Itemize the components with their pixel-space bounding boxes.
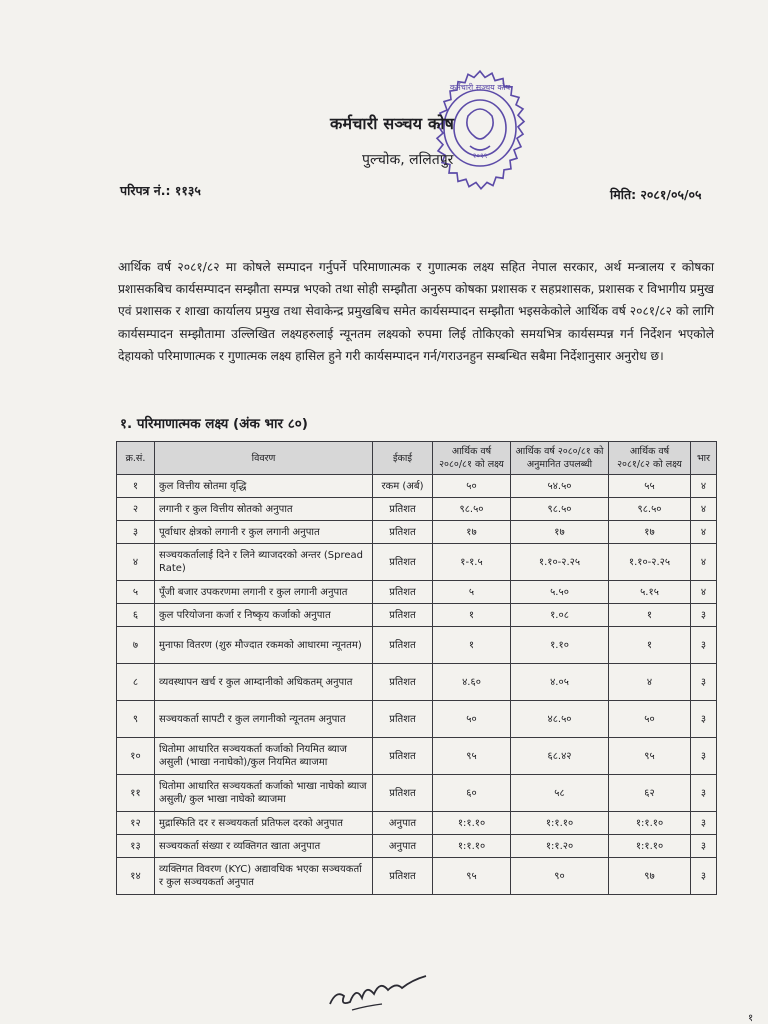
cell-target-2081-82: ९७ bbox=[609, 858, 691, 895]
cell-weight: ४ bbox=[691, 498, 717, 521]
table-row bbox=[117, 738, 717, 775]
cell-unit: प्रतिशत bbox=[373, 775, 433, 812]
cell-description: कुल परियोजना कर्जा र निष्कृय कर्जाको अनुपात bbox=[155, 604, 373, 627]
cell-weight: ३ bbox=[691, 835, 717, 858]
cell-target-2080-81: १७ bbox=[433, 521, 511, 544]
cell-target-2081-82: ५० bbox=[609, 701, 691, 738]
cell-estimated-achievement: ९० bbox=[511, 858, 609, 895]
table-row bbox=[117, 544, 717, 581]
cell-serial: ८ bbox=[117, 664, 155, 701]
cell-unit: प्रतिशत bbox=[373, 521, 433, 544]
cell-weight: ४ bbox=[691, 521, 717, 544]
table-row bbox=[117, 664, 717, 701]
cell-weight: ३ bbox=[691, 858, 717, 895]
table-row bbox=[117, 475, 717, 498]
col-header-target-2080-81: आर्थिक वर्ष २०८०/८१ को लक्ष्य bbox=[433, 442, 511, 475]
table-row bbox=[117, 775, 717, 812]
cell-estimated-achievement: १.१०-२.२५ bbox=[511, 544, 609, 581]
cell-target-2080-81: ४.६० bbox=[433, 664, 511, 701]
organization-address: पुल्चोक, ललितपुर bbox=[362, 152, 454, 168]
cell-target-2081-82: ९८.५० bbox=[609, 498, 691, 521]
table-row bbox=[117, 701, 717, 738]
cell-weight: ३ bbox=[691, 738, 717, 775]
cell-unit: प्रतिशत bbox=[373, 858, 433, 895]
page-number: १ bbox=[748, 1013, 754, 1024]
organization-name: कर्मचारी सञ्चय कोष bbox=[330, 114, 455, 133]
cell-estimated-achievement: ५४.५० bbox=[511, 475, 609, 498]
cell-serial: ६ bbox=[117, 604, 155, 627]
cell-serial: १२ bbox=[117, 812, 155, 835]
cell-unit: प्रतिशत bbox=[373, 627, 433, 664]
cell-target-2080-81: ९५ bbox=[433, 858, 511, 895]
table-row bbox=[117, 498, 717, 521]
instruction-paragraph: आर्थिक वर्ष २०८१/८२ मा कोषले सम्पादन गर्नुपर्ने परिमाणात्मक र गुणात्मक लक्ष्य सहित नेपाल सरकार, अर्थ मन्त्रालय र कोषका प्रशासकबिच कार्यसम्पादन सम्झौता सम्पन्न भएको तथा सोही सम्झौता अनुरुप कोषका प्रशासक र सहप्रशासक, प्रशासक र विभागीय प्रमुख एवं प्रशासक र शाखा कार्यालय प्रमुख तथा सेवाकेन्द्र प्रमुखबिच समेत कार्यसम्पादन सम्झौता भइसकेकोले आर्थिक वर्ष २०८१/८२ को लागि कार्यसम्पादन सम्झौतामा उल्लिखित लक्ष्यहरुलाई न्यूनतम लक्ष्यको रुपमा लिई तोकिएको समयभित्र कार्यसम्पन्न गर्न निर्देशन भएकोले देहायको परिमाणात्मक र गुणात्मक लक्ष्य हासिल हुने गरी कार्यसम्पादन गर्न/गराउनहुन सम्बन्धित सबैमा निर्देशानुसार अनुरोध छ। bbox=[118, 260, 714, 363]
table-row bbox=[117, 521, 717, 544]
cell-description: कुल वित्तीय स्रोतमा वृद्धि bbox=[155, 475, 373, 498]
cell-target-2081-82: ५.१५ bbox=[609, 581, 691, 604]
table-row bbox=[117, 858, 717, 895]
cell-description: लगानी र कुल वित्तीय स्रोतको अनुपात bbox=[155, 498, 373, 521]
cell-description: मुनाफा वितरण (शुरु मौज्दात रकमको आधारमा न्यूनतम) bbox=[155, 627, 373, 664]
cell-serial: ४ bbox=[117, 544, 155, 581]
cell-target-2080-81: १-१.५ bbox=[433, 544, 511, 581]
cell-description: सञ्चयकर्तालाई दिने र लिने ब्याजदरको अन्तर (Spread Rate) bbox=[155, 544, 373, 581]
cell-unit: प्रतिशत bbox=[373, 581, 433, 604]
cell-description: सञ्चयकर्ता संख्या र व्यक्तिगत खाता अनुपात bbox=[155, 835, 373, 858]
cell-target-2080-81: ९५ bbox=[433, 738, 511, 775]
cell-serial: ५ bbox=[117, 581, 155, 604]
col-header-estimated-achievement: आर्थिक वर्ष २०८०/८१ को अनुमानित उपलब्धी bbox=[511, 442, 609, 475]
cell-weight: ४ bbox=[691, 475, 717, 498]
table-row bbox=[117, 812, 717, 835]
cell-description: धितोमा आधारित सञ्चयकर्ता कर्जाको भाखा नाघेको ब्याज असुली/ कुल भाखा नाघेको ब्याजमा bbox=[155, 775, 373, 812]
cell-target-2081-82: ५५ bbox=[609, 475, 691, 498]
circular-number: परिपत्र नं.: ११३५ bbox=[120, 183, 201, 198]
col-header-unit: ईकाई bbox=[373, 442, 433, 475]
cell-unit: प्रतिशत bbox=[373, 701, 433, 738]
cell-target-2080-81: ५० bbox=[433, 701, 511, 738]
table-header-row bbox=[117, 442, 717, 475]
cell-unit: प्रतिशत bbox=[373, 604, 433, 627]
cell-target-2080-81: १:१.१० bbox=[433, 835, 511, 858]
cell-weight: ४ bbox=[691, 581, 717, 604]
cell-estimated-achievement: ४८.५० bbox=[511, 701, 609, 738]
cell-target-2081-82: १:१.१० bbox=[609, 835, 691, 858]
col-header-description: विवरण bbox=[155, 442, 373, 475]
handwritten-signature bbox=[322, 960, 432, 1016]
cell-description: पूर्वाधार क्षेत्रको लगानी र कुल लगानी अनुपात bbox=[155, 521, 373, 544]
cell-serial: २ bbox=[117, 498, 155, 521]
cell-estimated-achievement: १.१० bbox=[511, 627, 609, 664]
cell-unit: अनुपात bbox=[373, 812, 433, 835]
cell-unit: प्रतिशत bbox=[373, 738, 433, 775]
table-row bbox=[117, 835, 717, 858]
cell-serial: ११ bbox=[117, 775, 155, 812]
cell-description: व्यक्तिगत विवरण (KYC) अद्यावधिक भएका सञ्चयकर्ता र कुल सञ्चयकर्ता अनुपात bbox=[155, 858, 373, 895]
cell-target-2080-81: १:१.१० bbox=[433, 812, 511, 835]
cell-unit: प्रतिशत bbox=[373, 664, 433, 701]
table-row bbox=[117, 604, 717, 627]
cell-unit: प्रतिशत bbox=[373, 544, 433, 581]
cell-serial: ९ bbox=[117, 701, 155, 738]
cell-weight: ३ bbox=[691, 775, 717, 812]
quantitative-targets-table bbox=[116, 441, 717, 895]
cell-estimated-achievement: १:१.१० bbox=[511, 812, 609, 835]
cell-estimated-achievement: ६८.४२ bbox=[511, 738, 609, 775]
cell-weight: ३ bbox=[691, 604, 717, 627]
cell-target-2080-81: ५ bbox=[433, 581, 511, 604]
cell-target-2081-82: १.१०-२.२५ bbox=[609, 544, 691, 581]
cell-description: मुद्रास्फिति दर र सञ्चयकर्ता प्रतिफल दरको अनुपात bbox=[155, 812, 373, 835]
col-header-serial: क्र.सं. bbox=[117, 442, 155, 475]
cell-estimated-achievement: ५.५० bbox=[511, 581, 609, 604]
cell-estimated-achievement: १७ bbox=[511, 521, 609, 544]
cell-weight: ३ bbox=[691, 701, 717, 738]
cell-description: सञ्चयकर्ता सापटी र कुल लगानीको न्यूनतम अनुपात bbox=[155, 701, 373, 738]
cell-weight: ३ bbox=[691, 664, 717, 701]
cell-unit: रकम (अर्ब) bbox=[373, 475, 433, 498]
cell-weight: ३ bbox=[691, 812, 717, 835]
circular-date: मिति: २०८१/०५/०५ bbox=[610, 187, 702, 202]
table-body bbox=[117, 475, 717, 895]
cell-estimated-achievement: ५८ bbox=[511, 775, 609, 812]
cell-estimated-achievement: १.०८ bbox=[511, 604, 609, 627]
cell-serial: १४ bbox=[117, 858, 155, 895]
cell-target-2081-82: १ bbox=[609, 604, 691, 627]
cell-target-2080-81: ६० bbox=[433, 775, 511, 812]
col-header-weight: भार bbox=[691, 442, 717, 475]
cell-description: धितोमा आधारित सञ्चयकर्ता कर्जाको नियमित ब्याज असुली (भाखा ननाघेको)/कुल नियमित ब्याजमा bbox=[155, 738, 373, 775]
cell-estimated-achievement: ९८.५० bbox=[511, 498, 609, 521]
cell-target-2080-81: १ bbox=[433, 627, 511, 664]
cell-serial: १ bbox=[117, 475, 155, 498]
cell-target-2080-81: ५० bbox=[433, 475, 511, 498]
cell-weight: ४ bbox=[691, 544, 717, 581]
cell-target-2081-82: १:१.१० bbox=[609, 812, 691, 835]
table-row bbox=[117, 627, 717, 664]
cell-serial: १० bbox=[117, 738, 155, 775]
cell-description: पूँजी बजार उपकरणमा लगानी र कुल लगानी अनुपात bbox=[155, 581, 373, 604]
cell-description: व्यवस्थापन खर्च र कुल आम्दानीको अधिकतम् अनुपात bbox=[155, 664, 373, 701]
cell-target-2081-82: ६२ bbox=[609, 775, 691, 812]
cell-serial: ३ bbox=[117, 521, 155, 544]
seal-year-text: २०१९ bbox=[472, 152, 488, 160]
cell-target-2080-81: १ bbox=[433, 604, 511, 627]
cell-target-2081-82: ९५ bbox=[609, 738, 691, 775]
cell-serial: ७ bbox=[117, 627, 155, 664]
cell-target-2081-82: १ bbox=[609, 627, 691, 664]
cell-target-2081-82: ४ bbox=[609, 664, 691, 701]
cell-estimated-achievement: ४.०५ bbox=[511, 664, 609, 701]
cell-estimated-achievement: १:१.२० bbox=[511, 835, 609, 858]
cell-unit: अनुपात bbox=[373, 835, 433, 858]
seal-arc-text: कर्मचारी सञ्चय कोष bbox=[449, 83, 511, 92]
cell-serial: १३ bbox=[117, 835, 155, 858]
section-title: १. परिमाणात्मक लक्ष्य (अंक भार ८०) bbox=[120, 416, 308, 432]
table-row bbox=[117, 581, 717, 604]
cell-weight: ३ bbox=[691, 627, 717, 664]
cell-unit: प्रतिशत bbox=[373, 498, 433, 521]
col-header-target-2081-82: आर्थिक वर्ष २०८१/८२ को लक्ष्य bbox=[609, 442, 691, 475]
cell-target-2081-82: १७ bbox=[609, 521, 691, 544]
cell-target-2080-81: ९८.५० bbox=[433, 498, 511, 521]
